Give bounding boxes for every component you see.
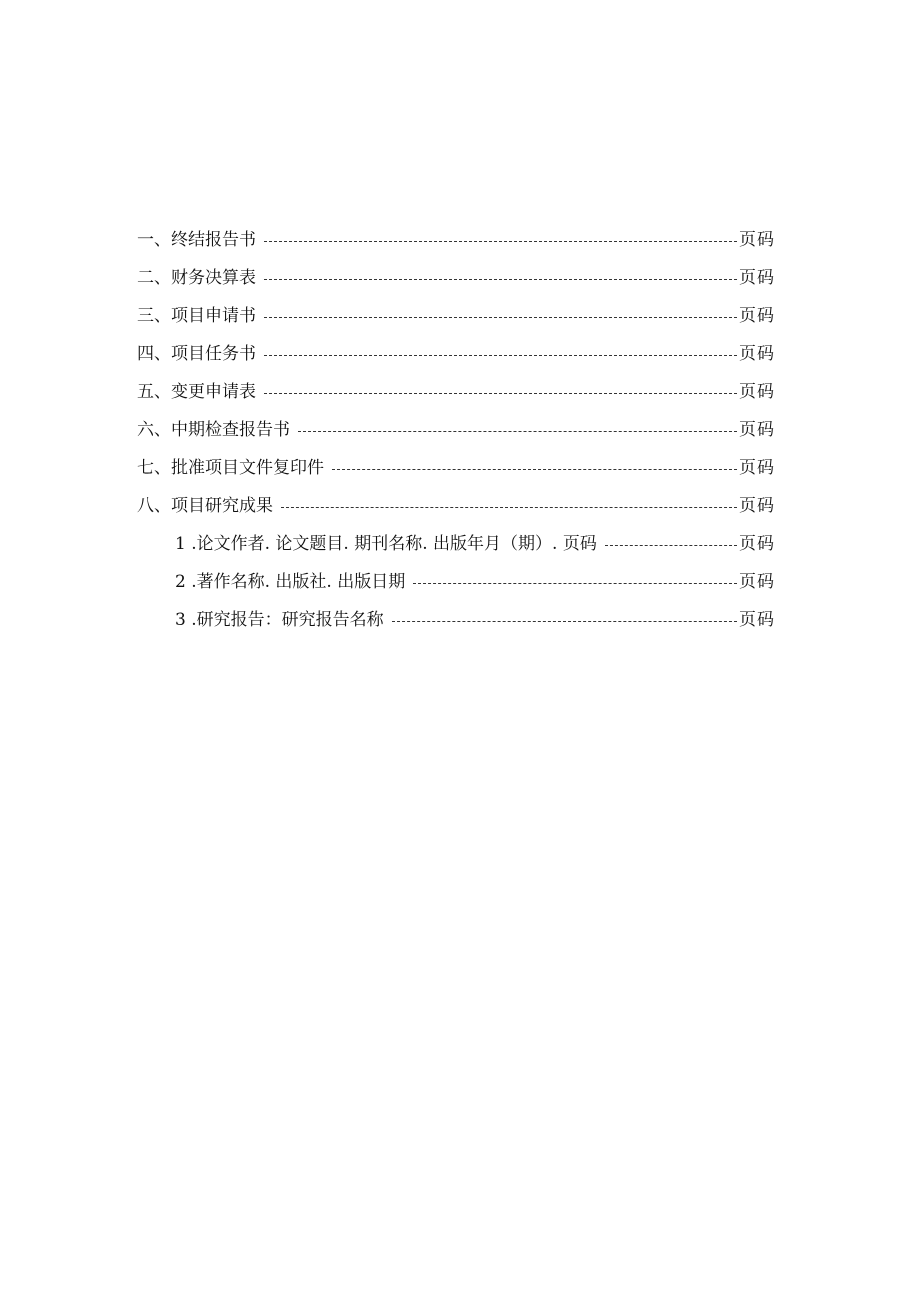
toc-entry-page: 页码 — [739, 572, 775, 592]
toc-entry-change-request — [137, 380, 775, 404]
toc-entry-approval-copy — [137, 456, 775, 480]
dashed-leader — [413, 583, 737, 584]
toc-entry-final-report — [137, 228, 775, 252]
toc-entry-page: 页码 — [739, 420, 775, 440]
toc-entry-project-task — [137, 342, 775, 366]
toc-entry-label: 四、项目任务书 — [137, 344, 256, 364]
toc-entry-label: 一、终结报告书 — [137, 230, 256, 250]
toc-entry-page: 页码 — [739, 458, 775, 478]
toc-entry-project-application — [137, 304, 775, 328]
dashed-leader — [264, 241, 737, 242]
toc-entry-label: 2 .著作名称. 出版社. 出版日期 — [175, 572, 406, 592]
toc-entry-page: 页码 — [739, 534, 775, 554]
toc-entry-research-results — [137, 494, 775, 518]
toc-entry-page: 页码 — [739, 230, 775, 250]
dashed-leader — [605, 545, 737, 546]
dashed-leader — [264, 279, 737, 280]
toc-entry-midterm-report — [137, 418, 775, 442]
toc-entry-label: 三、项目申请书 — [137, 306, 256, 326]
dashed-leader — [298, 431, 737, 432]
toc-entry-financial-statement — [137, 266, 775, 290]
toc-entry-label: 五、变更申请表 — [137, 382, 256, 402]
toc-entry-page: 页码 — [739, 344, 775, 364]
toc-entry-page: 页码 — [739, 496, 775, 516]
toc-subentry-research-report — [175, 608, 775, 632]
toc-entry-label: 3 .研究报告：研究报告名称 — [175, 610, 384, 630]
toc-entry-label: 1 .论文作者. 论文题目. 期刊名称. 出版年月（期）. 页码 — [175, 534, 597, 554]
dashed-leader — [281, 507, 737, 508]
toc-entry-page: 页码 — [739, 268, 775, 288]
toc-entry-page: 页码 — [739, 382, 775, 402]
dashed-leader — [264, 317, 737, 318]
toc-entry-label: 六、中期检查报告书 — [137, 420, 290, 440]
toc-entry-label: 八、项目研究成果 — [137, 496, 273, 516]
toc-entry-label: 二、财务决算表 — [137, 268, 256, 288]
toc-subentry-book — [175, 570, 775, 594]
dashed-leader — [264, 393, 737, 394]
toc-subentry-paper — [175, 532, 775, 556]
toc-entry-page: 页码 — [739, 306, 775, 326]
dashed-leader — [264, 355, 737, 356]
toc-entry-label: 七、批准项目文件复印件 — [137, 458, 324, 478]
dashed-leader — [332, 469, 737, 470]
dashed-leader — [392, 621, 737, 622]
toc-entry-page: 页码 — [739, 610, 775, 630]
